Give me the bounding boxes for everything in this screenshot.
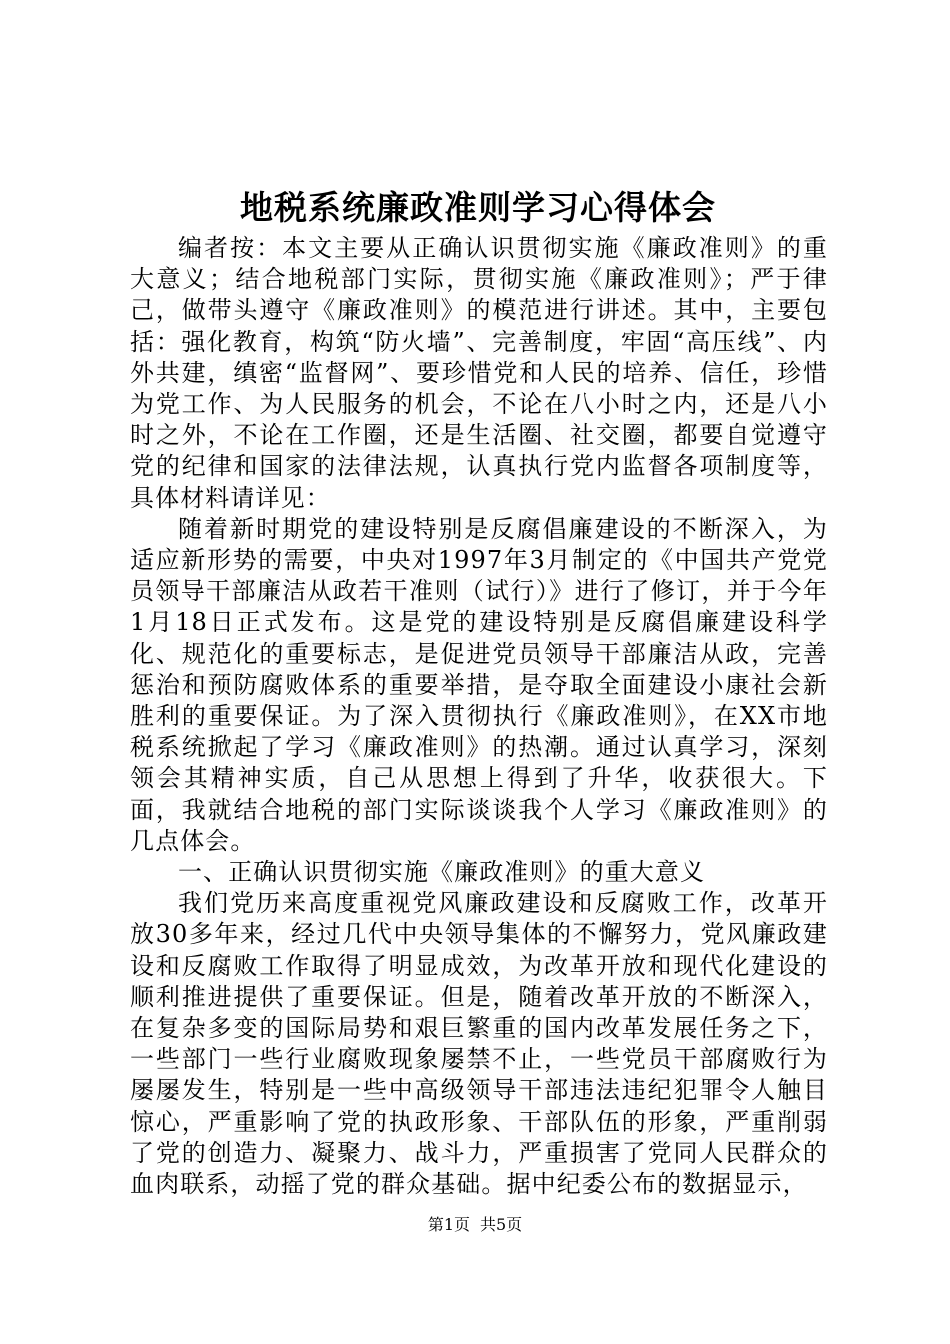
document-title: 地税系统廉政准则学习心得体会: [240, 188, 716, 227]
intro-paragraph: 随着新时期党的建设特别是反腐倡廉建设的不断深入，为适应新形势的需要，中央对1997年3月制定的《中国共产党党员领导干部廉洁从政若干准则（试行）》进行了修订，并于今年1月18日正式发布。这是党的建设特别是反腐倡廉建设科学化、规范化的重要标志，是促进党员领导干部廉洁从政，完善惩治和预防腐败体系的重要举措，是夺取全面建设小康社会新胜利的重要保证。为了深入贯彻执行《廉政准则》，在XX市地税系统掀起了学习《廉政准则》的热潮。通过认真学习，深刻领会其精神实质，自己从思想上得到了升华，收获很大。下面，我就结合地税的部门实际谈谈我个人学习《廉政准则》的几点体会。: [130, 514, 828, 855]
section-heading: 一、正确认识贯彻实施《廉政准则》的重大意义: [178, 858, 706, 887]
page-number: 第1页: [427, 1215, 470, 1234]
document-body: [130, 233, 828, 1200]
section-paragraph: 我们党历来高度重视党风廉政建设和反腐败工作，改革开放30多年来，经过几代中央领导集体的不懈努力，党风廉政建设和反腐败工作取得了明显成效，为改革开放和现代化建设的顺利推进提供了重要保证。但是，随着改革开放的不断深入，在复杂多变的国际局势和艰巨繁重的国内改革发展任务之下，一些部门一些行业腐败现象屡禁不止，一些党员干部腐败行为屡屡发生，特别是一些中高级领导干部违法违纪犯罪令人触目惊心，严重影响了党的执政形象、干部队伍的形象，严重削弱了党的创造力、凝聚力、战斗力，严重损害了党同人民群众的血肉联系，动摇了党的群众基础。据中纪委公布的数据显示，: [130, 889, 828, 1199]
page-footer: [0, 1215, 950, 1235]
editor-note-paragraph: 编者按：本文主要从正确认识贯彻实施《廉政准则》的重大意义；结合地税部门实际，贯彻实施《廉政准则》；严于律己，做带头遵守《廉政准则》的模范进行讲述。其中，主要包括：强化教育，构筑“防火墙”、完善制度，牢固“高压线”、内外共建，缜密“监督网”、要珍惜党和人民的培养、信任，珍惜为党工作、为人民服务的机会，不论在八小时之内，还是八小时之外，不论在工作圈，还是生活圈、社交圈，都要自觉遵守党的纪律和国家的法律法规，认真执行党内监督各项制度等，具体材料请详见：: [130, 234, 828, 512]
page-total: 共5页: [480, 1215, 523, 1234]
